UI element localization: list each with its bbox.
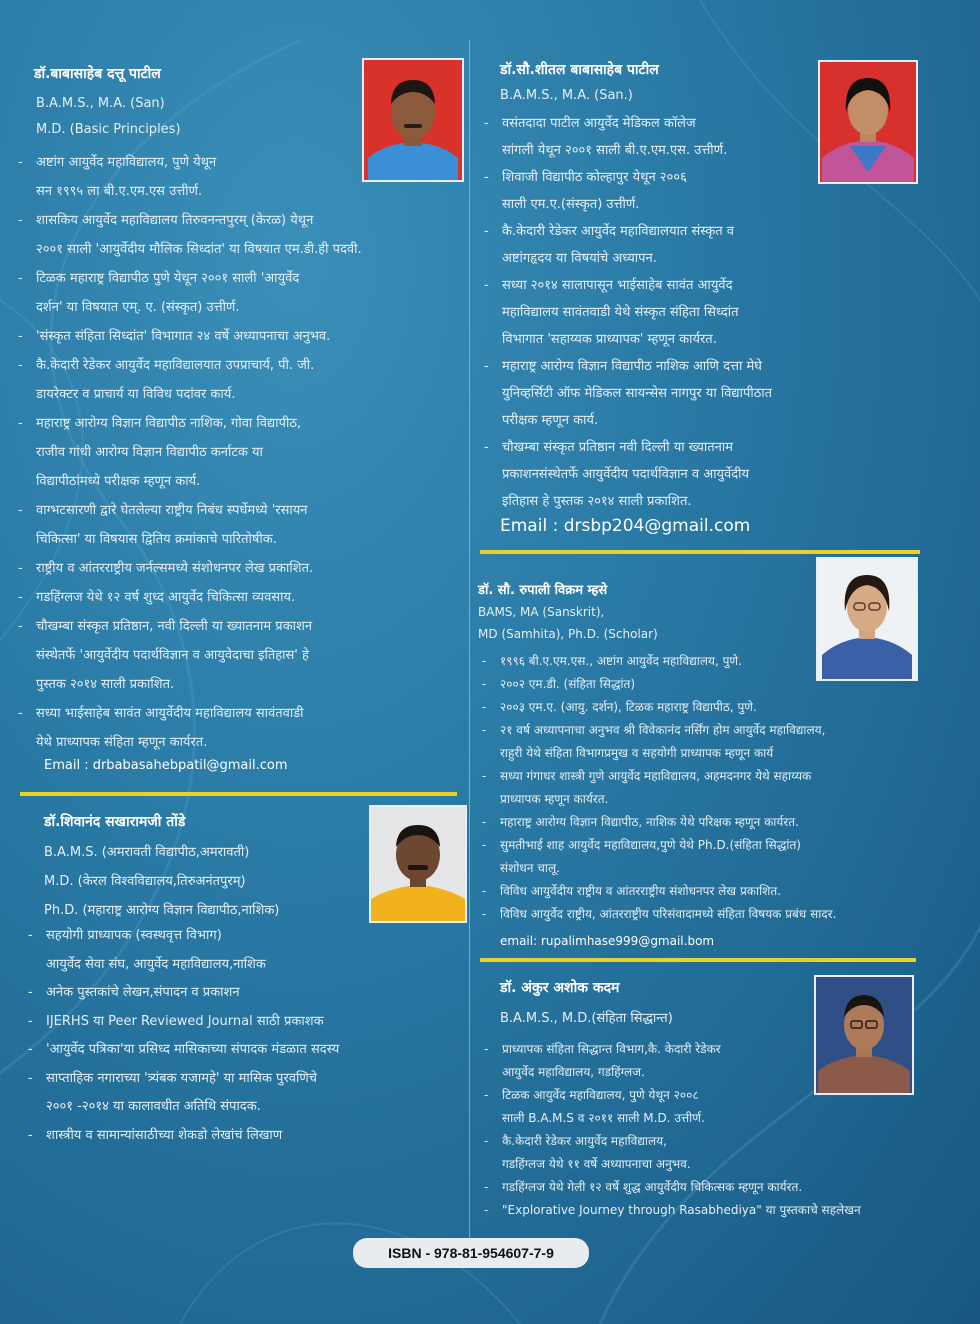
profile-photo [369,805,467,923]
bullet-item: साली B.A.M.S व २०११ साली M.D. उत्तीर्ण. [502,1111,705,1125]
bullet-item: - चौखम्बा संस्कृत प्रतिष्ठान नवी दिल्ली या ख्यातनाम [480,434,772,461]
profile-degree: M.D. (केरल विश्वविद्यालय,तिरुअनंतपुरम्) [44,874,246,889]
bullet-item: - कै.केदारी रेडेकर आयुर्वेद महाविद्यालयात उपप्राचार्य, पी. जी. [14,351,362,380]
bullet-item: २००१ साली 'आयुर्वेदीय मौलिक सिध्दांत' या विषयात एम.डी.ही पदवी. [36,242,362,257]
bullet-item: - गडहिंग्लज येथे १२ वर्ष शुध्द आयुर्वेद चिकित्सा व्यवसाय. [14,583,362,612]
bullet-item: साली एम.ए.(संस्कृत) उत्तीर्ण. [502,197,640,212]
bullet-item: - टिळक महाराष्ट्र विद्यापीठ पुणे येथून २००१ साली 'आयुर्वेद [14,264,362,293]
bullet-item: - विविध आयुर्वेदीय राष्ट्रीय व आंतरराष्ट्रीय संशोधनपर लेख प्रकाशित. [478,880,836,903]
section-divider [480,958,916,962]
bullet-item: - "Explorative Journey through Rasabhediya" या पुस्तकाचे सहलेखन [480,1199,861,1222]
profile-degree: B.A.M.S. (अमरावती विद्यापीठ,अमरावती) [44,845,250,860]
bullet-item: - १९९६ बी.ए.एम.एस., अष्टांग आयुर्वेद महाविद्यालय, पुणे. [478,650,836,673]
bullet-item: - महाराष्ट्र आरोग्य विज्ञान विद्यापीठ नाशिक, गोवा विद्यापीठ, [14,409,362,438]
bullet-item: - २००३ एम.ए. (आयु. दर्शन), टिळक महाराष्ट्र विद्यापीठ, पुणे. [478,696,836,719]
profile-name: डॉ.शिवानंद सखारामजी तोंडे [44,814,186,830]
bullet-item: - सध्या भाईसाहेब सावंत आयुर्वेदीय महाविद्यालय सावंतवाडी [14,699,362,728]
email-address[interactable]: email: rupalimhase999@gmail.bom [500,934,715,948]
bullet-item: आयुर्वेद सेवा संघ, आयुर्वेद महाविद्यालय,नाशिक [46,956,266,972]
section-divider [20,792,457,796]
bullet-item: सन १९९५ ला बी.ए.एम.एस उत्तीर्ण. [36,184,203,199]
bullet-item: - महाराष्ट्र आरोग्य विज्ञान विद्यापीठ, नाशिक येथे परिक्षक म्हणून कार्यरत. [478,811,836,834]
bullet-item: - २१ वर्ष अध्यापनाचा अनुभव श्री विवेकानंद नर्सिंग होम आयुर्वेद महाविद्यालय, [478,719,836,742]
profile-name: डॉ. सौ. रुपाली विक्रम म्हसे [478,583,608,598]
bullet-item: - 'संस्कृत संहिता सिध्दांत' विभागात २४ वर्षे अध्यापनाचा अनुभव. [14,322,362,351]
bullet-item: - वाग्भटसारणी द्वारे घेतलेल्या राष्ट्रीय निबंध स्पर्धेमध्ये 'रसायन [14,496,362,525]
email-address[interactable]: Email : drbabasahebpatil@gmail.com [44,758,288,773]
bullet-item: प्राध्यापक म्हणून कार्यरत. [500,792,609,806]
email-address[interactable]: Email : drsbp204@gmail.com [500,516,751,536]
profile-degree: BAMS, MA (Sanskrit), [478,605,605,619]
column-divider [469,40,470,1240]
bullet-item: - शास्त्रीय व सामान्यांसाठीच्या शेकडो लेखांचं लिखाण [24,1122,339,1151]
bullet-item: - सध्या गंगाधर शास्त्री गुणे आयुर्वेद महाविद्यालय, अहमदनगर येथे सहाय्यक [478,765,836,788]
bullet-item: - शासकिय आयुर्वेद महाविद्यालय तिरुवनन्तपुरम् (केरळ) येथून [14,206,362,235]
profile-degree: B.A.M.S., M.A. (San) [36,96,165,111]
profile-degree: M.D. (Basic Principles) [36,122,181,137]
bullet-item: दर्शन' या विषयात एम्. ए. (संस्कृत) उत्तीर्ण. [36,300,240,315]
bullet-item: - प्राध्यापक संहिता सिद्धान्त विभाग,कै. केदारी रेडेकर [480,1038,861,1061]
bullet-item: - चौखम्बा संस्कृत प्रतिष्ठान, नवी दिल्ली या ख्यातनाम प्रकाशन [14,612,362,641]
bullet-item: राहुरी येथे संहिता विभागप्रमुख व सहयोगी प्राध्यापक म्हणून कार्य [500,746,774,760]
profile-photo [818,60,918,184]
bullet-item: - विविध आयुर्वेद राष्ट्रीय, आंतरराष्ट्रीय परिसंवादामध्ये संहिता विषयक प्रबंध सादर. [478,903,836,926]
section-divider [480,550,920,554]
bullet-item: चिकित्सा' या विषयास द्वितिय क्रमांकाचे पारितोषीक. [36,532,277,547]
bullet-item: - २००२ एम.डी. (संहिता सिद्धांत) [478,673,836,696]
bullet-item: सांगली येथून २००१ साली बी.ए.एम.एस. उत्तीर्ण. [502,143,728,158]
bullet-item: राजीव गांधी आरोग्य विज्ञान विद्यापीठ कर्नाटक या [36,445,263,460]
bullet-item: - गडहिंग्लज येथे गेली १२ वर्षे शुद्ध आयुर्वेदीय चिकित्सक म्हणून कार्यरत. [480,1176,861,1199]
bullet-item: इतिहास हे पुस्तक २०१४ साली प्रकाशित. [502,494,692,509]
bullet-item: - अनेक पुस्तकांचे लेखन,संपादन व प्रकाशन [24,979,339,1008]
profile-name: डॉ.सौ.शीतल बाबासाहेब पाटील [500,62,659,78]
bullet-item: - राष्ट्रीय व आंतरराष्ट्रीय जर्नल्समध्ये संशोधनपर लेख प्रकाशित. [14,554,362,583]
profile-name: डॉ.बाबासाहेब दत्तू पाटील [34,66,161,82]
bullet-item: गडहिंग्लज येथे ११ वर्षे अध्यापनाचा अनुभव. [502,1157,691,1171]
bullet-item: - कै.केदारी रेडेकर आयुर्वेद महाविद्यालयात संस्कृत व [480,218,772,245]
bullet-item: - महाराष्ट्र आरोग्य विज्ञान विद्यापीठ नाशिक आणि दत्ता मेघे [480,353,772,380]
bullet-item: - टिळक आयुर्वेद महाविद्यालय, पुणे येथून २००८ [480,1084,861,1107]
bullet-item: - 'आयुर्वेद पत्रिका'या प्रसिध्द मासिकाच्या संपादक मंडळात सदस्य [24,1036,339,1065]
bullet-item: - कै.केदारी रेडेकर आयुर्वेद महाविद्यालय, [480,1130,861,1153]
profile-name: डॉ. अंकुर अशोक कदम [500,980,620,996]
isbn-badge: ISBN - 978-81-954607-7-9 [353,1238,589,1268]
bullet-item: - सहयोगी प्राध्यापक (स्वस्थवृत्त विभाग) [24,922,339,951]
bullet-item: पुस्तक २०१४ साली प्रकाशित. [36,677,175,692]
profile-degree: B.A.M.S., M.D.(संहिता सिद्धान्त) [500,1011,673,1026]
bullet-item: परीक्षक म्हणून कार्य. [502,413,599,428]
bullet-item: आयुर्वेद महाविद्यालय, गडहिंग्लज. [502,1065,645,1079]
bullet-item: विद्यापीठांमध्ये परीक्षक म्हणून कार्य. [36,474,201,489]
bullet-item: २००१ -२०१४ या कालावधीत अतिथि संपादक. [46,1099,261,1114]
bullet-item: प्रकाशनसंस्थेतर्फे आयुर्वेदीय पदार्थविज्ञान व आयुर्वेदीय [502,467,750,482]
bullet-item: अष्टांगहृदय या विषयांचे अध्यापन. [502,251,657,266]
profile-degree: MD (Samhita), Ph.D. (Scholar) [478,627,658,641]
bullet-item: येथे प्राध्यापक संहिता म्हणून कार्यरत. [36,735,208,750]
profile-degree: Ph.D. (महाराष्ट्र आरोग्य विज्ञान विद्यापीठ,नाशिक) [44,903,280,918]
bullet-item: महाविद्यालय सावंतवाडी येथे संस्कृत संहिता सिध्दांत [502,305,739,320]
bullet-item: विभागात 'सहाय्यक प्राध्यापक' म्हणून कार्यरत. [502,332,717,347]
profile-photo [362,58,464,182]
bullet-item: - वसंतदादा पाटील आयुर्वेद मेडिकल कॉलेज [480,110,772,137]
bullet-item: - साप्ताहिक नगाराच्या 'त्र्यंबक यजामहे' या मासिक पुरवणिचे [24,1065,339,1094]
bullet-item: संशोधन चालू. [500,861,560,875]
bullet-item: - अष्टांग आयुर्वेद महाविद्यालय, पुणे येथून [14,148,362,177]
bullet-item: युनिव्हर्सिटी ऑफ मेडिकल सायन्सेस नागपुर या विद्यापीठात [502,386,773,401]
bullet-item: - शिवाजी विद्यापीठ कोल्हापुर येथून २००६ [480,164,772,191]
bullet-item: डायरेक्टर व प्राचार्य या विविध पदांवर कार्य. [36,387,236,402]
profile-degree: B.A.M.S., M.A. (San.) [500,88,633,103]
bullet-item: संस्थेतर्फे 'आयुर्वेदीय पदार्थविज्ञान व आयुवेदाचा इतिहास' हे [36,648,309,663]
bullet-item: - IJERHS या Peer Reviewed Journal साठी प्रकाशक [24,1008,339,1037]
bullet-item: - सुमतीभाई शाह आयुर्वेद महाविद्यालय,पुणे येथे Ph.D.(संहिता सिद्धांत) [478,834,836,857]
bullet-item: - सध्या २०१४ सालापासून भाईसाहेब सावंत आयुर्वेद [480,272,772,299]
